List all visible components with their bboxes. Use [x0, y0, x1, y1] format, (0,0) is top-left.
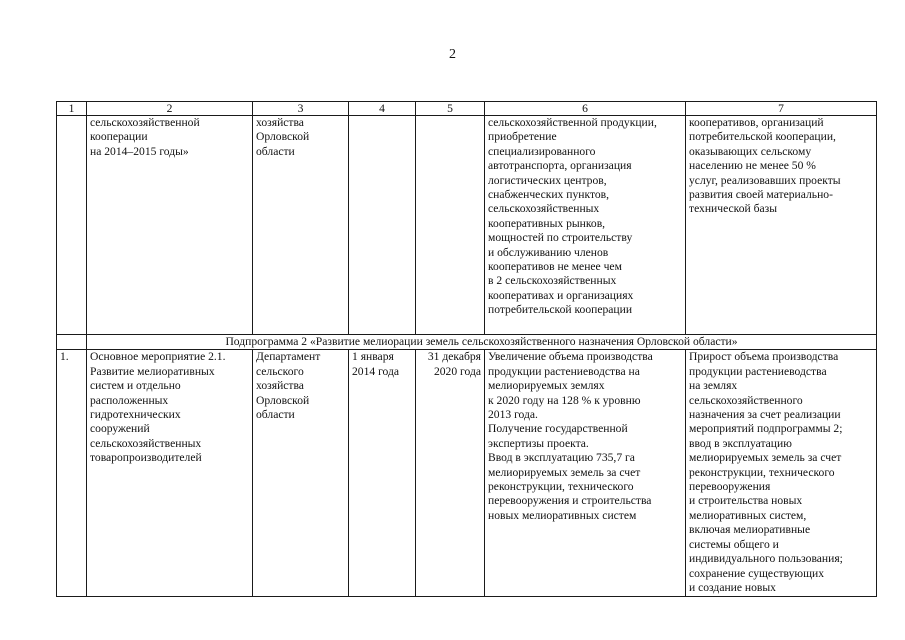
- cell-executor: Департамент сельского хозяйства Орловской области: [253, 350, 349, 597]
- column-number-3: 3: [253, 102, 349, 116]
- subprogram-row: [57, 335, 877, 350]
- cell-indicator-link: Прирост объема производства продукции растениеводства на землях сельскохозяйственного назначения за счет реализации мероприятий подпрограммы 2; ввод в эксплуатацию мелиорируемых земель за счет реконструкции, технического перевооружения и строительства новых мелиоративных систем, включая мелиоративные системы общего и индивидуального пользования; сохранение существующих и создание новых: [686, 350, 877, 597]
- cell-empty: [57, 335, 87, 350]
- column-number-row: [57, 102, 877, 116]
- page-number: 2: [449, 47, 456, 62]
- cell-number: [57, 116, 87, 335]
- cell-number: 1.: [57, 350, 87, 597]
- cell-indicator-link: кооперативов, организаций потребительской кооперации, оказывающих сельскому населению не менее 50 % услуг, реализовавших проекты развития своей материально- технической базы: [686, 116, 877, 335]
- column-number-5: 5: [416, 102, 485, 116]
- cell-executor: хозяйства Орловской области: [253, 116, 349, 335]
- table-row-1: [57, 350, 877, 597]
- cell-expected-result: сельскохозяйственной продукции, приобретение специализированного автотранспорта, организация логистических центров, снабженческих пунктов, сельскохозяйственных кооперативных рынков, мощностей по строительству и обслуживанию членов кооперативов не менее чем в 2 сельскохозяйственных кооперативах и организациях потребительской кооперации: [485, 116, 686, 335]
- column-number-7: 7: [686, 102, 877, 116]
- cell-start-date: [349, 116, 416, 335]
- table-row-continuation: [57, 116, 877, 335]
- cell-activity-name: сельскохозяйственной кооперации на 2014–2015 годы»: [87, 116, 253, 335]
- cell-end-date: 31 декабря 2020 года: [416, 350, 485, 597]
- column-number-1: 1: [57, 102, 87, 116]
- cell-expected-result: Увеличение объема производства продукции растениеводства на мелиорируемых землях к 2020 году на 128 % к уровню 2013 года. Получение государственной экспертизы проекта. Ввод в эксплуатацию 735,7 га мелиорируемых земель за счет реконструкции, технического перевооружения и строительства новых мелиоративных систем: [485, 350, 686, 597]
- cell-activity-name: Основное мероприятие 2.1. Развитие мелиоративных систем и отдельно расположенных гидротехнических сооружений сельскохозяйственных товаропроизводителей: [87, 350, 253, 597]
- subprogram-title: Подпрограмма 2 «Развитие мелиорации земель сельскохозяйственного назначения Орловской области»: [87, 335, 877, 350]
- cell-end-date: [416, 116, 485, 335]
- cell-start-date: 1 января 2014 года: [349, 350, 416, 597]
- activities-table: [56, 101, 877, 597]
- column-number-2: 2: [87, 102, 253, 116]
- column-number-6: 6: [485, 102, 686, 116]
- column-number-4: 4: [349, 102, 416, 116]
